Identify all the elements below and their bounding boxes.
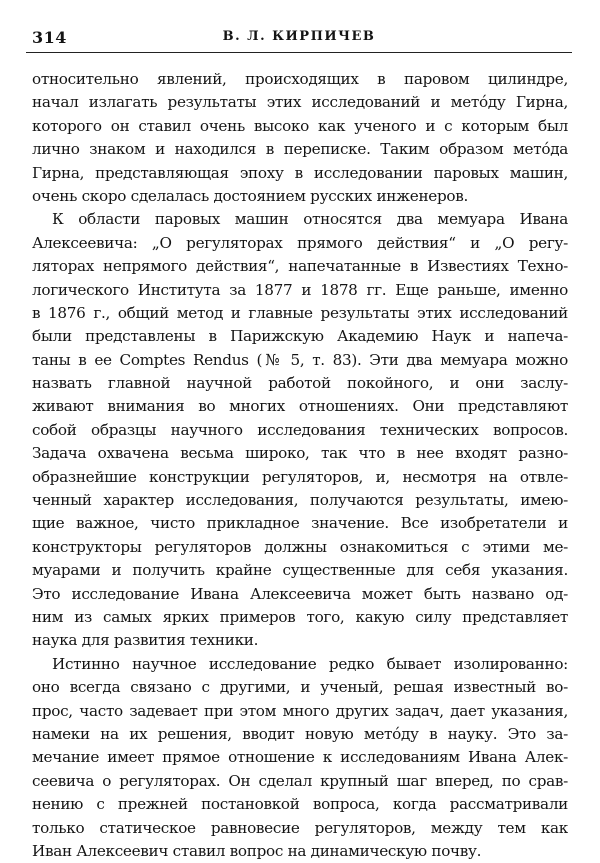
text-line: Истинно научное исследование редко бывает изолированно:	[52, 654, 568, 673]
text-line: таны в ее Comptes Rendus (№ 5, т. 83). Эти два мемуара можно	[32, 350, 568, 369]
text-line: очень скоро сделалась достоянием русских инженеров.	[32, 186, 469, 205]
paragraph	[32, 653, 568, 863]
text-line: логического Института за 1877 и 1878 гг. Еще раньше, именно	[32, 280, 568, 299]
text-line: К области паровых машин относятся два мемуара Ивана	[52, 210, 568, 229]
running-title: В. Л. КИРПИЧЕВ	[222, 29, 376, 44]
text-line: Это исследование Ивана Алексеевича может быть названо од-	[32, 584, 568, 603]
text-line: начал излагать результаты этих исследований и метóду Гирна,	[32, 93, 568, 112]
text-line: мечание имеет прямое отношение к исследованиям Ивана Алек-	[32, 748, 568, 767]
text-line: Иван Алексеевич ставил вопрос на динамическую почву.	[32, 841, 482, 860]
paragraph	[32, 68, 568, 208]
page-header	[26, 26, 572, 53]
text-line: щие важное, чисто прикладное значение. Все изобретатели и	[32, 514, 568, 533]
text-line: наука для развития техники.	[32, 631, 259, 650]
text-line: ляторах непрямого действия“, напечатанные в Известиях Техно-	[32, 257, 568, 276]
text-line: оно всегда связано с другими, и ученый, решая известный во-	[32, 678, 568, 697]
text-line: намеки на их решения, вводит новую метóду в науку. Это за-	[32, 724, 568, 743]
text-line: относительно явлений, происходящих в паровом цилиндре,	[32, 70, 568, 88]
page-number: 314	[32, 28, 67, 47]
text-line: Гирна, представляющая эпоху в исследовании паровых машин,	[32, 163, 568, 182]
text-line: Задача охвачена весьма широко, так что в нее входят разно-	[32, 444, 568, 463]
text-line: назвать главной научной работой покойного, и они заслу-	[32, 374, 568, 393]
paragraph	[32, 208, 568, 652]
text-line: муарами и получить крайне существенные для себя указания.	[32, 561, 568, 580]
text-line: конструкторы регуляторов должны ознакомиться с этими ме-	[32, 537, 568, 556]
text-line: ним из самых ярких примеров того, какую силу представляет	[32, 607, 568, 626]
text-line: нению с прежней постановкой вопроса, когда рассматривали	[32, 795, 568, 814]
text-line: собой образцы научного исследования технических вопросов.	[32, 420, 568, 439]
text-line: были представлены в Парижскую Академию Наук и напеча-	[32, 327, 568, 346]
text-line: лично знаком и находился в переписке. Таким образом метóда	[32, 140, 568, 159]
body-text	[32, 68, 568, 863]
text-line: сеевича о регуляторах. Он сделал крупный шаг вперед, по срав-	[32, 771, 568, 790]
text-line: Алексеевича: „О регуляторах прямого действия“ и „О регу-	[32, 233, 568, 252]
text-line: только статическое равновесие регуляторов, между тем как	[32, 818, 568, 837]
text-line: ченный характер исследования, получаются результаты, имею-	[32, 491, 568, 510]
text-line: живают внимания во многих отношениях. Они представляют	[32, 397, 568, 416]
text-line: образнейшие конструкции регуляторов, и, несмотря на отвле-	[32, 467, 568, 486]
text-line: в 1876 г., общий метод и главные результаты этих исследований	[32, 303, 568, 322]
text-line: прос, часто задевает при этом много других задач, дает указания,	[32, 701, 568, 720]
text-line: которого он ставил очень высоко как ученого и с которым был	[32, 116, 568, 135]
